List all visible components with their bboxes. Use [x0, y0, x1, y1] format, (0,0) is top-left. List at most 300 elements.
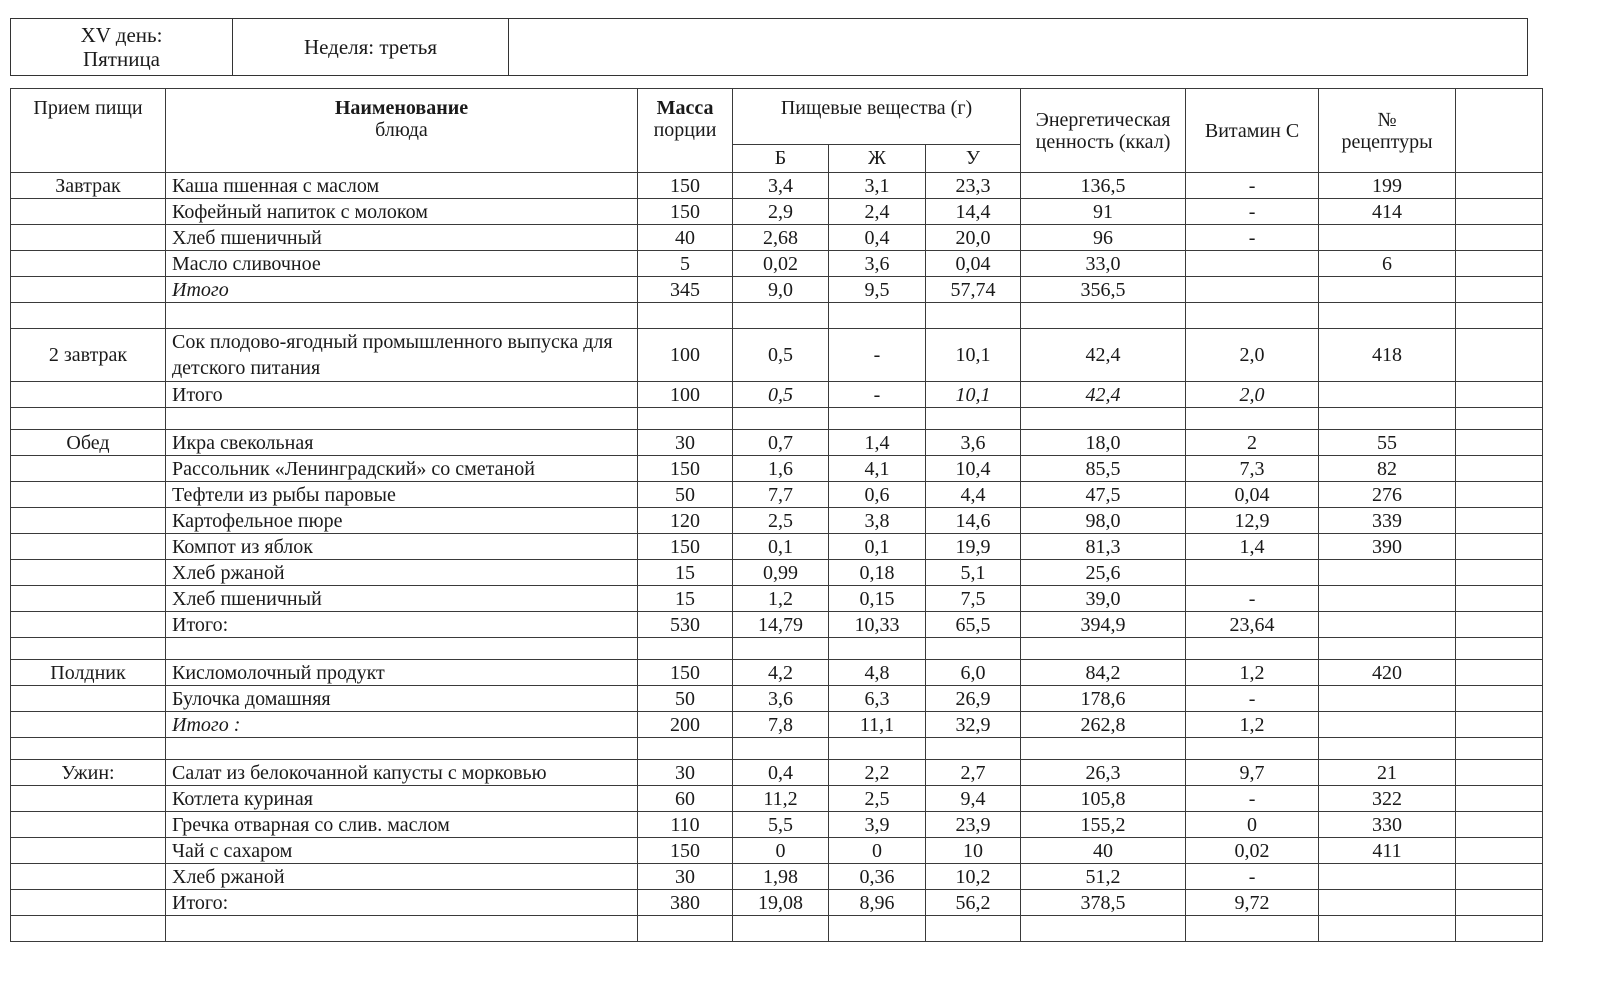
- value-cell-zh: 0,36: [829, 864, 926, 890]
- dish-name-cell: Салат из белокочанной капусты с морковью: [166, 760, 638, 786]
- total-value-vitc: 9,72: [1186, 890, 1319, 916]
- day-number: XV день:: [80, 23, 163, 47]
- value-cell-recipe: 418: [1319, 329, 1456, 382]
- value-cell-kcal: 91: [1021, 199, 1186, 225]
- value-cell-vitc: -: [1186, 199, 1319, 225]
- table-row: [11, 456, 1543, 482]
- total-value-kcal: 394,9: [1021, 612, 1186, 638]
- col-energy: [1021, 89, 1186, 173]
- meal-name-cell: [11, 382, 166, 408]
- value-cell-vitc: [1186, 560, 1319, 586]
- value-cell-b: 11,2: [733, 786, 829, 812]
- spacer-row: [11, 408, 1543, 430]
- value-cell-kcal: 42,4: [1021, 329, 1186, 382]
- value-cell-b: 4,2: [733, 660, 829, 686]
- meal-name-cell: Ужин:: [11, 760, 166, 786]
- value-cell-recipe: 390: [1319, 534, 1456, 560]
- value-cell-mass: 150: [638, 838, 733, 864]
- spacer-row: [11, 738, 1543, 760]
- meal-name-cell: [11, 456, 166, 482]
- empty-cell: [1456, 916, 1543, 942]
- empty-cell: [1319, 303, 1456, 329]
- col-energy-line1: Энергетическая: [1035, 108, 1171, 131]
- value-cell-mass: 150: [638, 199, 733, 225]
- empty-cell: [1186, 303, 1319, 329]
- extra-cell: [1456, 508, 1543, 534]
- value-cell-vitc: 1,4: [1186, 534, 1319, 560]
- table-row: [11, 686, 1543, 712]
- empty-cell: [829, 408, 926, 430]
- value-cell-vitc: -: [1186, 786, 1319, 812]
- table-row: [11, 760, 1543, 786]
- value-cell-mass: 150: [638, 534, 733, 560]
- value-cell-u: 3,6: [926, 430, 1021, 456]
- value-cell-vitc: -: [1186, 864, 1319, 890]
- value-cell-u: 2,7: [926, 760, 1021, 786]
- table-row: [11, 838, 1543, 864]
- empty-cell: [638, 916, 733, 942]
- table-row: [11, 482, 1543, 508]
- value-cell-recipe: 420: [1319, 660, 1456, 686]
- empty-cell: [11, 408, 166, 430]
- col-mass-title: Масса: [656, 97, 714, 119]
- value-cell-mass: 30: [638, 430, 733, 456]
- total-value-u: 56,2: [926, 890, 1021, 916]
- value-cell-b: 7,7: [733, 482, 829, 508]
- empty-cell: [638, 408, 733, 430]
- total-value-vitc: 23,64: [1186, 612, 1319, 638]
- total-value-vitc: 2,0: [1186, 382, 1319, 408]
- total-value-zh: 9,5: [829, 277, 926, 303]
- total-value-u: 32,9: [926, 712, 1021, 738]
- week-label: Неделя: третья: [303, 35, 438, 59]
- total-row: [11, 612, 1543, 638]
- meal-name-cell: Обед: [11, 430, 166, 456]
- day-name: Пятница: [82, 47, 161, 71]
- total-value-zh: 8,96: [829, 890, 926, 916]
- extra-cell: [1456, 812, 1543, 838]
- table-row: [11, 508, 1543, 534]
- total-value-mass: 200: [638, 712, 733, 738]
- total-value-b: 7,8: [733, 712, 829, 738]
- total-value-vitc: 1,2: [1186, 712, 1319, 738]
- value-cell-u: 10,4: [926, 456, 1021, 482]
- total-value-recipe: [1319, 612, 1456, 638]
- value-cell-b: 0,02: [733, 251, 829, 277]
- value-cell-vitc: 9,7: [1186, 760, 1319, 786]
- value-cell-b: 0,99: [733, 560, 829, 586]
- value-cell-kcal: 84,2: [1021, 660, 1186, 686]
- col-nutrients: Пищевые вещества (г): [733, 89, 1021, 145]
- total-value-b: 14,79: [733, 612, 829, 638]
- meal-name-cell: [11, 612, 166, 638]
- meal-name-cell: 2 завтрак: [11, 329, 166, 382]
- header-empty-cell: [509, 19, 1527, 75]
- value-cell-recipe: [1319, 686, 1456, 712]
- extra-cell: [1456, 482, 1543, 508]
- table-row: [11, 586, 1543, 612]
- empty-cell: [1021, 408, 1186, 430]
- dish-name-cell: Кофейный напиток с молоком: [166, 199, 638, 225]
- value-cell-mass: 40: [638, 225, 733, 251]
- total-label: Итого: [166, 382, 638, 408]
- empty-cell: [733, 738, 829, 760]
- empty-cell: [829, 303, 926, 329]
- col-dish-title: Наименование: [334, 97, 469, 119]
- dish-name-cell: Хлеб пшеничный: [166, 225, 638, 251]
- total-value-zh: 10,33: [829, 612, 926, 638]
- value-cell-b: 1,2: [733, 586, 829, 612]
- empty-cell: [1319, 638, 1456, 660]
- value-cell-u: 9,4: [926, 786, 1021, 812]
- value-cell-b: 5,5: [733, 812, 829, 838]
- dish-name-cell: Сок плодово-ягодный промышленного выпуска для детского питания: [166, 329, 638, 382]
- total-row: [11, 277, 1543, 303]
- value-cell-vitc: 0,02: [1186, 838, 1319, 864]
- total-label: Итого:: [166, 612, 638, 638]
- empty-cell: [926, 408, 1021, 430]
- value-cell-zh: 0,18: [829, 560, 926, 586]
- total-value-b: 0,5: [733, 382, 829, 408]
- extra-cell: [1456, 890, 1543, 916]
- total-row: [11, 382, 1543, 408]
- meal-name-cell: [11, 864, 166, 890]
- col-fat: Ж: [829, 145, 926, 173]
- value-cell-recipe: 322: [1319, 786, 1456, 812]
- value-cell-vitc: -: [1186, 173, 1319, 199]
- empty-cell: [926, 303, 1021, 329]
- empty-cell: [1186, 916, 1319, 942]
- value-cell-zh: 3,6: [829, 251, 926, 277]
- table-row: [11, 329, 1543, 382]
- total-value-zh: 11,1: [829, 712, 926, 738]
- total-value-u: 57,74: [926, 277, 1021, 303]
- value-cell-kcal: 178,6: [1021, 686, 1186, 712]
- dish-name-cell: Хлеб ржаной: [166, 864, 638, 890]
- value-cell-kcal: 155,2: [1021, 812, 1186, 838]
- dish-name-cell: Каша пшенная с маслом: [166, 173, 638, 199]
- empty-cell: [1021, 738, 1186, 760]
- value-cell-b: 0,4: [733, 760, 829, 786]
- table-header: [11, 89, 1543, 173]
- value-cell-vitc: 0,04: [1186, 482, 1319, 508]
- extra-cell: [1456, 786, 1543, 812]
- value-cell-recipe: 55: [1319, 430, 1456, 456]
- table-row: [11, 786, 1543, 812]
- empty-cell: [166, 638, 638, 660]
- total-value-kcal: 356,5: [1021, 277, 1186, 303]
- value-cell-u: 4,4: [926, 482, 1021, 508]
- value-cell-mass: 150: [638, 660, 733, 686]
- empty-cell: [166, 738, 638, 760]
- value-cell-vitc: -: [1186, 686, 1319, 712]
- meal-name-cell: [11, 534, 166, 560]
- day-cell: [11, 19, 233, 75]
- total-value-b: 9,0: [733, 277, 829, 303]
- value-cell-zh: 0,15: [829, 586, 926, 612]
- value-cell-recipe: 82: [1319, 456, 1456, 482]
- empty-cell: [1456, 303, 1543, 329]
- value-cell-recipe: 199: [1319, 173, 1456, 199]
- week-cell: [233, 19, 509, 75]
- value-cell-mass: 50: [638, 686, 733, 712]
- meal-name-cell: [11, 712, 166, 738]
- value-cell-u: 7,5: [926, 586, 1021, 612]
- table-row: [11, 812, 1543, 838]
- value-cell-u: 10: [926, 838, 1021, 864]
- empty-cell: [733, 638, 829, 660]
- meal-name-cell: [11, 251, 166, 277]
- value-cell-zh: 1,4: [829, 430, 926, 456]
- empty-cell: [1186, 738, 1319, 760]
- table-row: [11, 430, 1543, 456]
- spacer-row: [11, 916, 1543, 942]
- total-label: Итого :: [166, 712, 638, 738]
- total-value-u: 10,1: [926, 382, 1021, 408]
- empty-cell: [1319, 408, 1456, 430]
- table-row: [11, 225, 1543, 251]
- value-cell-zh: 2,5: [829, 786, 926, 812]
- value-cell-zh: 3,9: [829, 812, 926, 838]
- total-label: Итого: [166, 277, 638, 303]
- value-cell-zh: 2,4: [829, 199, 926, 225]
- meal-name-cell: [11, 225, 166, 251]
- value-cell-mass: 110: [638, 812, 733, 838]
- extra-cell: [1456, 760, 1543, 786]
- dish-name-cell: Тефтели из рыбы паровые: [166, 482, 638, 508]
- col-mass-subtitle: порции: [653, 119, 717, 141]
- col-vitc: Витамин С: [1186, 89, 1319, 173]
- value-cell-b: 2,9: [733, 199, 829, 225]
- value-cell-kcal: 85,5: [1021, 456, 1186, 482]
- value-cell-u: 20,0: [926, 225, 1021, 251]
- total-value-recipe: [1319, 382, 1456, 408]
- extra-cell: [1456, 560, 1543, 586]
- empty-cell: [166, 303, 638, 329]
- menu-table: [10, 88, 1543, 942]
- meal-name-cell: [11, 686, 166, 712]
- value-cell-mass: 30: [638, 864, 733, 890]
- total-value-recipe: [1319, 277, 1456, 303]
- value-cell-recipe: [1319, 560, 1456, 586]
- value-cell-b: 2,5: [733, 508, 829, 534]
- dish-name-cell: Рассольник «Ленинградский» со сметаной: [166, 456, 638, 482]
- value-cell-recipe: 6: [1319, 251, 1456, 277]
- value-cell-kcal: 25,6: [1021, 560, 1186, 586]
- value-cell-zh: 0,4: [829, 225, 926, 251]
- value-cell-vitc: 2,0: [1186, 329, 1319, 382]
- value-cell-recipe: 21: [1319, 760, 1456, 786]
- meal-name-cell: [11, 560, 166, 586]
- total-value-zh: -: [829, 382, 926, 408]
- col-dish-subtitle: блюда: [375, 119, 428, 141]
- extra-cell: [1456, 660, 1543, 686]
- table-body: [11, 173, 1543, 942]
- value-cell-b: 0,7: [733, 430, 829, 456]
- meal-name-cell: Полдник: [11, 660, 166, 686]
- table-row: [11, 173, 1543, 199]
- value-cell-kcal: 40: [1021, 838, 1186, 864]
- value-cell-recipe: 411: [1319, 838, 1456, 864]
- value-cell-mass: 30: [638, 760, 733, 786]
- extra-cell: [1456, 686, 1543, 712]
- dish-name-cell: Булочка домашняя: [166, 686, 638, 712]
- value-cell-u: 19,9: [926, 534, 1021, 560]
- empty-cell: [1319, 738, 1456, 760]
- meal-name-cell: [11, 786, 166, 812]
- total-value-mass: 380: [638, 890, 733, 916]
- dish-name-cell: Гречка отварная со слив. маслом: [166, 812, 638, 838]
- value-cell-u: 10,2: [926, 864, 1021, 890]
- value-cell-kcal: 47,5: [1021, 482, 1186, 508]
- empty-cell: [829, 916, 926, 942]
- extra-cell: [1456, 586, 1543, 612]
- value-cell-mass: 15: [638, 586, 733, 612]
- empty-cell: [638, 738, 733, 760]
- empty-cell: [1456, 408, 1543, 430]
- extra-cell: [1456, 534, 1543, 560]
- empty-cell: [11, 638, 166, 660]
- empty-cell: [166, 916, 638, 942]
- total-row: [11, 890, 1543, 916]
- value-cell-kcal: 136,5: [1021, 173, 1186, 199]
- col-extra: [1456, 89, 1543, 173]
- dish-name-cell: Компот из яблок: [166, 534, 638, 560]
- empty-cell: [1319, 916, 1456, 942]
- value-cell-mass: 150: [638, 456, 733, 482]
- total-value-mass: 530: [638, 612, 733, 638]
- spacer-row: [11, 638, 1543, 660]
- col-recipe-line2: рецептуры: [1341, 130, 1433, 153]
- value-cell-vitc: -: [1186, 586, 1319, 612]
- empty-cell: [1456, 738, 1543, 760]
- value-cell-kcal: 26,3: [1021, 760, 1186, 786]
- value-cell-zh: 6,3: [829, 686, 926, 712]
- total-value-kcal: 42,4: [1021, 382, 1186, 408]
- total-value-kcal: 262,8: [1021, 712, 1186, 738]
- extra-cell: [1456, 329, 1543, 382]
- value-cell-b: 0,5: [733, 329, 829, 382]
- extra-cell: [1456, 864, 1543, 890]
- value-cell-vitc: 0: [1186, 812, 1319, 838]
- dish-name-cell: Чай с сахаром: [166, 838, 638, 864]
- value-cell-kcal: 98,0: [1021, 508, 1186, 534]
- meal-name-cell: Завтрак: [11, 173, 166, 199]
- empty-cell: [733, 408, 829, 430]
- extra-cell: [1456, 225, 1543, 251]
- dish-name-cell: Икра свекольная: [166, 430, 638, 456]
- col-mass: [638, 89, 733, 173]
- table-row: [11, 660, 1543, 686]
- col-recipe-line1: №: [1377, 108, 1397, 131]
- empty-cell: [926, 916, 1021, 942]
- value-cell-zh: 3,1: [829, 173, 926, 199]
- col-recipe: [1319, 89, 1456, 173]
- value-cell-zh: 2,2: [829, 760, 926, 786]
- empty-cell: [638, 638, 733, 660]
- total-value-mass: 100: [638, 382, 733, 408]
- value-cell-kcal: 18,0: [1021, 430, 1186, 456]
- value-cell-mass: 5: [638, 251, 733, 277]
- total-value-b: 19,08: [733, 890, 829, 916]
- value-cell-vitc: 12,9: [1186, 508, 1319, 534]
- meal-name-cell: [11, 838, 166, 864]
- extra-cell: [1456, 712, 1543, 738]
- total-value-vitc: [1186, 277, 1319, 303]
- meal-name-cell: [11, 812, 166, 838]
- value-cell-recipe: 276: [1319, 482, 1456, 508]
- total-row: [11, 712, 1543, 738]
- total-value-u: 65,5: [926, 612, 1021, 638]
- meal-name-cell: [11, 199, 166, 225]
- meal-name-cell: [11, 277, 166, 303]
- value-cell-u: 5,1: [926, 560, 1021, 586]
- col-meal: Прием пищи: [11, 89, 166, 173]
- meal-name-cell: [11, 508, 166, 534]
- empty-cell: [1456, 638, 1543, 660]
- value-cell-mass: 120: [638, 508, 733, 534]
- value-cell-zh: 4,8: [829, 660, 926, 686]
- extra-cell: [1456, 456, 1543, 482]
- value-cell-mass: 100: [638, 329, 733, 382]
- dish-name-cell: Масло сливочное: [166, 251, 638, 277]
- value-cell-recipe: 339: [1319, 508, 1456, 534]
- empty-cell: [638, 303, 733, 329]
- empty-cell: [11, 916, 166, 942]
- meal-name-cell: [11, 586, 166, 612]
- value-cell-vitc: 2: [1186, 430, 1319, 456]
- empty-cell: [1021, 638, 1186, 660]
- value-cell-zh: 0,1: [829, 534, 926, 560]
- empty-cell: [1021, 916, 1186, 942]
- value-cell-kcal: 33,0: [1021, 251, 1186, 277]
- empty-cell: [926, 738, 1021, 760]
- value-cell-vitc: [1186, 251, 1319, 277]
- value-cell-recipe: [1319, 586, 1456, 612]
- extra-cell: [1456, 430, 1543, 456]
- value-cell-kcal: 51,2: [1021, 864, 1186, 890]
- value-cell-u: 10,1: [926, 329, 1021, 382]
- value-cell-u: 23,9: [926, 812, 1021, 838]
- dish-name-cell: Хлеб ржаной: [166, 560, 638, 586]
- value-cell-kcal: 81,3: [1021, 534, 1186, 560]
- value-cell-u: 26,9: [926, 686, 1021, 712]
- value-cell-recipe: 414: [1319, 199, 1456, 225]
- value-cell-u: 14,6: [926, 508, 1021, 534]
- value-cell-zh: 0,6: [829, 482, 926, 508]
- value-cell-b: 0,1: [733, 534, 829, 560]
- table-row: [11, 864, 1543, 890]
- empty-cell: [1186, 408, 1319, 430]
- empty-cell: [829, 738, 926, 760]
- value-cell-b: 3,4: [733, 173, 829, 199]
- empty-cell: [11, 303, 166, 329]
- total-value-mass: 345: [638, 277, 733, 303]
- value-cell-kcal: 105,8: [1021, 786, 1186, 812]
- dish-name-cell: Картофельное пюре: [166, 508, 638, 534]
- value-cell-vitc: 7,3: [1186, 456, 1319, 482]
- table-row: [11, 560, 1543, 586]
- table-row: [11, 251, 1543, 277]
- value-cell-b: 2,68: [733, 225, 829, 251]
- dish-name-cell: Хлеб пшеничный: [166, 586, 638, 612]
- spacer-row: [11, 303, 1543, 329]
- value-cell-u: 0,04: [926, 251, 1021, 277]
- day-header-box: [10, 18, 1528, 76]
- value-cell-mass: 15: [638, 560, 733, 586]
- empty-cell: [733, 916, 829, 942]
- value-cell-mass: 60: [638, 786, 733, 812]
